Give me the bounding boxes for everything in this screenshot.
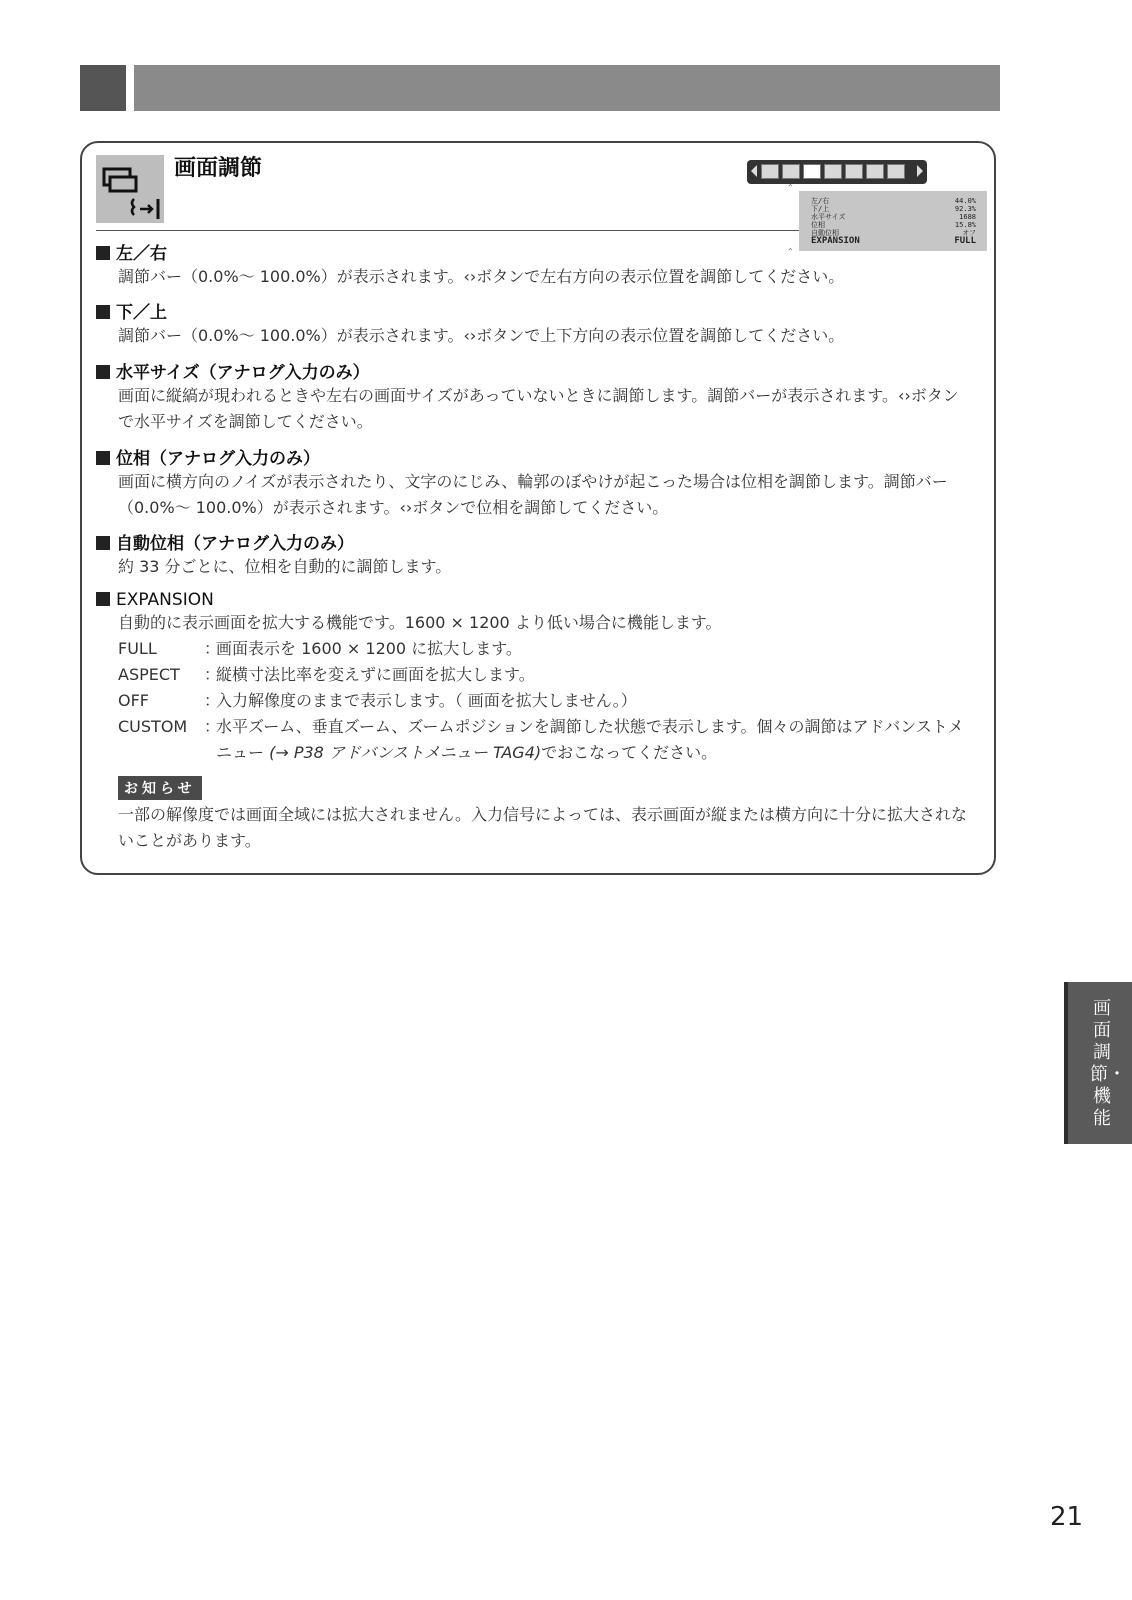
osd-label: 水平サイズ [811, 213, 846, 221]
section-heading [96, 358, 966, 383]
section-down-up [96, 298, 966, 349]
bullet-square-icon [96, 246, 110, 260]
page-number: 21 [1050, 1502, 1084, 1532]
notice-text: 一部の解像度では画面全域には拡大されません。入力信号によっては、表示画面が縦または横方向に十分に拡大されないことがあります。 [118, 805, 967, 850]
section-phase [96, 444, 966, 521]
section-heading [96, 444, 966, 469]
section-auto-phase [96, 529, 966, 580]
option-colon: ： [204, 691, 221, 710]
option-colon: ： [204, 639, 221, 658]
osd-tab-icon [866, 164, 884, 179]
bullet-square-icon [96, 365, 110, 379]
section-h-size [96, 358, 966, 435]
bullet-square-icon [96, 592, 110, 606]
tab-edge [1064, 982, 1068, 1144]
option-key: FULL [118, 639, 157, 658]
screen-adjust-icon [96, 155, 164, 223]
option-text [216, 714, 966, 766]
notice [118, 776, 968, 854]
section-heading-text: 左／右 [116, 244, 167, 264]
osd-label: 自動位相 [811, 229, 839, 237]
option-text-tail: でおこなってください。 [541, 743, 718, 762]
content-panel [80, 141, 996, 875]
expansion-option [118, 636, 966, 662]
header-bar [134, 65, 1000, 111]
bullet-square-icon [96, 536, 110, 550]
osd-caret-down-icon: ⌃ [787, 247, 794, 256]
osd-value: 15.8% [954, 221, 976, 229]
osd-label: 位相 [811, 221, 825, 229]
expansion-intro: 自動的に表示画面を拡大する機能です。1600 × 1200 より低い場合に機能します。 [118, 613, 722, 632]
osd-value: FULL [954, 236, 976, 246]
option-colon: ： [204, 665, 221, 684]
section-heading [96, 590, 966, 610]
osd-value: 92.3% [954, 205, 976, 213]
osd-value: 1688 [959, 213, 976, 221]
section-heading [96, 529, 966, 554]
osd-label: 下/上 [811, 205, 830, 213]
notice-badge: お知らせ [118, 776, 202, 800]
expansion-option [118, 662, 966, 688]
osd-caret-up-icon: ⌃ [787, 183, 794, 192]
section-heading-text: 位相（アナログ入力のみ） [116, 449, 320, 469]
section-body: 調節バー（0.0%～ 100.0%）が表示されます。‹›ボタンで左右方向の表示位置を調節してください。 [118, 267, 845, 286]
osd-tab-icon [782, 164, 800, 179]
expansion-option [118, 714, 966, 766]
osd-toolbar [747, 160, 927, 184]
bullet-square-icon [96, 305, 110, 319]
page-title: 画面調節 [174, 156, 263, 181]
expansion-body [118, 610, 966, 766]
osd-tab-icon [824, 164, 842, 179]
option-colon: ： [204, 717, 221, 736]
section-heading-text: 水平サイズ（アナログ入力のみ） [116, 363, 370, 383]
osd-label: EXPANSION [811, 236, 860, 246]
page-reference: (→ P38 アドバンストメニュー TAG4) [269, 743, 542, 762]
osd-tab-icon [845, 164, 863, 179]
section-heading-text: 下／上 [116, 303, 167, 323]
section-body: 約 33 分ごとに、位相を自動的に調節します。 [118, 557, 452, 576]
header-block [80, 65, 126, 111]
option-text: 入力解像度のままで表示します。（ 画面を拡大しません。） [216, 691, 637, 710]
chapter-tab-label: 画面調節・機能 [1090, 998, 1126, 1129]
expansion-option [118, 688, 966, 714]
option-key: ASPECT [118, 665, 180, 684]
option-text-main: 水平ズーム、垂直ズーム、ズームポジションを調節した状態で表示します。個々の調節はアドバンストメニュー [216, 717, 964, 762]
osd-label: 左/右 [811, 197, 830, 205]
option-key: OFF [118, 691, 149, 710]
osd-value: オフ [962, 229, 976, 237]
osd-tab-icon [761, 164, 779, 179]
section-body: 画面に縦縞が現われるときや左右の画面サイズがあっていないときに調節します。調節バーが表示されます。‹›ボタンで水平サイズを調節してください。 [118, 386, 959, 431]
section-heading-text: 自動位相（アナログ入力のみ） [116, 534, 354, 554]
osd-left-arrow-icon [751, 165, 757, 177]
section-heading-text: EXPANSION [116, 590, 214, 610]
option-key: CUSTOM [118, 717, 188, 736]
title-divider [96, 230, 810, 231]
osd-right-arrow-icon [917, 165, 923, 177]
section-expansion [96, 590, 966, 766]
option-text: 縦横寸法比率を変えずに画面を拡大します。 [216, 665, 535, 684]
section-body: 画面に横方向のノイズが表示されたり、文字のにじみ、輪郭のぼやけが起こった場合は位相を調節します。調節バー（0.0%～ 100.0%）が表示されます。‹›ボタンで位相を調節してください。 [118, 472, 948, 517]
osd-tab-selected-icon [803, 164, 821, 179]
osd-tab-icon [887, 164, 905, 179]
osd-value: 44.0% [954, 197, 976, 205]
bullet-square-icon [96, 451, 110, 465]
section-body: 調節バー（0.0%～ 100.0%）が表示されます。‹›ボタンで上下方向の表示位置を調節してください。 [118, 326, 845, 345]
option-text: 画面表示を 1600 × 1200 に拡大します。 [216, 639, 522, 658]
chapter-tab [1064, 982, 1132, 1144]
section-heading [96, 298, 966, 323]
